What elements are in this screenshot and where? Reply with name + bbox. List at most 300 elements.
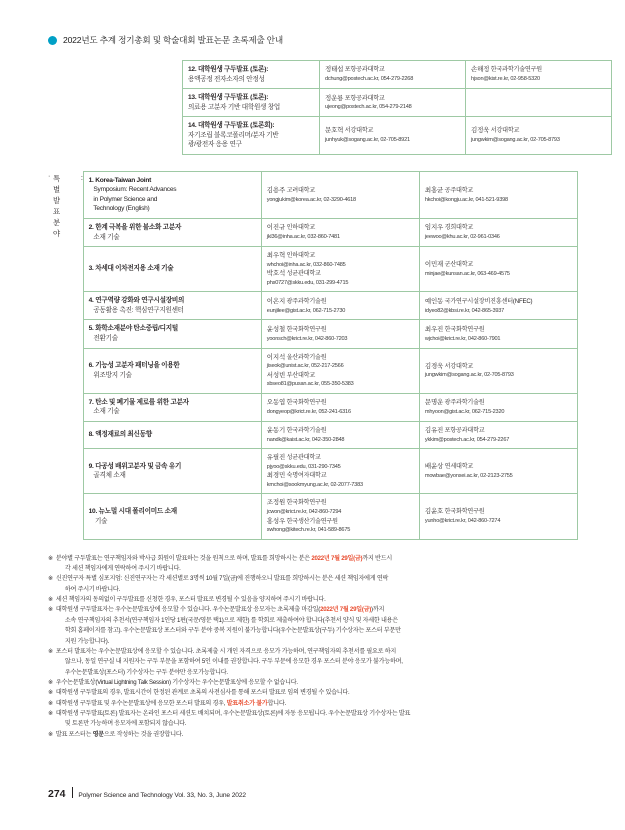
presenter-name: 오동엽 bbox=[266, 399, 286, 407]
note-item bbox=[48, 730, 578, 740]
oral-presenter-cell bbox=[466, 117, 612, 155]
note-highlight: 2022년 7월 29일(금) bbox=[311, 554, 363, 562]
note-span: 발표 포스터는 bbox=[55, 730, 93, 738]
presenter-name-affiliation bbox=[471, 65, 606, 75]
special-label-text: 특별발표분야 bbox=[53, 173, 60, 238]
note-item bbox=[48, 626, 578, 636]
page-footer bbox=[48, 786, 246, 800]
presenter-block bbox=[267, 426, 414, 444]
special-label-colon: : bbox=[80, 172, 83, 182]
note-span: 않으나, 동일 연구실 내 지원자는 구두 부문을 포함하여 5인 이내를 권장합니다. 구두 부문에 응모한 경우 포스터 분야 응모가 불가능하며, bbox=[64, 658, 403, 666]
presenter-name-affiliation bbox=[425, 462, 572, 472]
presenter-name-affiliation bbox=[425, 223, 572, 233]
oral-title-cell bbox=[183, 61, 320, 89]
presenter-name: 김경욱 bbox=[424, 362, 444, 370]
footer-journal-info: Polymer Science and Technology Vol. 33, No. 3, June 2022 bbox=[78, 792, 246, 799]
presenter-name-affiliation bbox=[267, 517, 414, 527]
presenter-block bbox=[325, 65, 460, 83]
special-presenter-cell bbox=[419, 320, 577, 348]
special-presenter-cell bbox=[419, 393, 577, 421]
special-section-label bbox=[48, 171, 83, 540]
note-text bbox=[56, 709, 578, 719]
note-item bbox=[48, 678, 578, 688]
presenter-name: 최우진 bbox=[424, 325, 444, 333]
presenter-block bbox=[425, 260, 572, 278]
presenter-affiliation: 포항공과대학교 bbox=[344, 94, 385, 102]
presenter-name-affiliation bbox=[425, 362, 572, 372]
presenter-name: 임지우 bbox=[424, 224, 444, 232]
presenter-name: 홍성우 bbox=[266, 517, 286, 525]
presenter-contact: nandk@kaist.ac.kr, 042-350-2848 bbox=[266, 436, 345, 443]
presenter-affiliation: 서강대학교 bbox=[344, 127, 374, 135]
note-item bbox=[48, 637, 578, 647]
presenter-name-affiliation bbox=[267, 269, 414, 279]
title-line: 의료용 고분자 기반 대학원생 창업 bbox=[188, 103, 281, 111]
presenter-name: 최홍균 bbox=[424, 186, 444, 194]
title-line: 기술 bbox=[88, 517, 108, 525]
presenter-contact: whchoi@inha.ac.kr, 032-860-7485 bbox=[266, 261, 346, 268]
special-presenter-cell bbox=[261, 494, 419, 539]
presenter-name-affiliation bbox=[267, 353, 414, 363]
presenter-affiliation: 성균관대학교 bbox=[286, 270, 321, 278]
presenter-affiliation: 군산대학교 bbox=[444, 261, 474, 269]
presenter-block bbox=[425, 362, 572, 380]
presenter-name: 이진규 bbox=[266, 224, 286, 232]
presenter-contact: yunho@krict.re.kr, 042-860-7274 bbox=[424, 518, 501, 525]
special-presenter-cell bbox=[261, 421, 419, 448]
footer-divider bbox=[72, 787, 73, 798]
notes-list bbox=[48, 554, 578, 740]
special-title-cell bbox=[83, 421, 261, 448]
title-line: 12. 대학원생 구두발표 (토론): bbox=[188, 66, 269, 73]
page-header-title: 2022년도 추계 정기총회 및 학술대회 발표논문 초록제출 안내 bbox=[63, 35, 283, 45]
presenter-name-affiliation bbox=[425, 426, 572, 436]
table-row bbox=[83, 494, 577, 539]
presenter-affiliation: 포항공과대학교 bbox=[344, 66, 385, 74]
oral-presenter-cell bbox=[320, 117, 466, 155]
presenter-affiliation: 한국화학연구원 bbox=[286, 325, 327, 333]
title-line: 광/광전자 응용 연구 bbox=[188, 141, 242, 149]
special-presenter-cell bbox=[419, 292, 577, 320]
presenter-contact: jcwon@krict.re.kr, 042-860-7294 bbox=[266, 509, 342, 516]
presenter-name: 문명운 bbox=[424, 399, 444, 407]
note-text bbox=[56, 730, 578, 740]
title-line: 10. 뉴노멀 시대 폴리이미드 소재 bbox=[88, 507, 177, 515]
presenter-name: 최우혁 bbox=[266, 252, 286, 260]
note-span: )까지 bbox=[371, 606, 385, 614]
footer-page-number: 274 bbox=[48, 788, 66, 800]
table-row bbox=[83, 320, 577, 348]
presenter-affiliation: 숙명여자대학교 bbox=[286, 472, 327, 480]
presenter-block bbox=[267, 186, 414, 204]
note-marker: ※ bbox=[48, 710, 53, 718]
note-text bbox=[56, 699, 578, 709]
title-line: 소재 기술 bbox=[88, 408, 120, 416]
presenter-affiliation: 울산과학기술원 bbox=[286, 353, 327, 361]
title-line: 8. 액정재료의 최신동향 bbox=[88, 431, 152, 439]
table-row bbox=[83, 393, 577, 421]
title-line: 7. 탄소 및 폐기물 제로를 위한 고분자 bbox=[88, 398, 189, 406]
presenter-block bbox=[267, 371, 414, 389]
presenter-name: 정운룡 bbox=[325, 94, 344, 102]
note-text bbox=[65, 637, 578, 647]
presenter-contact: idyeo82@kbsi.re.kr, 042-865-3937 bbox=[424, 307, 505, 314]
special-title-cell bbox=[83, 219, 261, 247]
presenter-name: 이온지 bbox=[266, 297, 286, 305]
presenter-affiliation: 한국화학연구원 bbox=[444, 325, 485, 333]
note-item bbox=[48, 647, 578, 657]
note-span: 소속 연구책임자의 추천서(연구책임자 1인당 1편(국문/영문 택1)으로 제한) 를 학회로 제출하여야 합니다(추천서 양식 및 자세한 내용은 bbox=[64, 616, 398, 624]
presenter-block bbox=[267, 325, 414, 343]
note-span: 포스터 발표자는 우수논문발표상에 응모할 수 있습니다. 초록제출 시 개인 자격으로 응모가 가능하며, 연구책임자의 추천서를 필요로 하지 bbox=[55, 647, 397, 655]
note-marker: ※ bbox=[48, 575, 53, 583]
presenter-name-affiliation bbox=[425, 297, 572, 307]
title-line: 6. 기능성 고분자 패터닝을 이용한 bbox=[88, 362, 180, 370]
presenter-contact: swhong@kitech.re.kr, 041-589-8675 bbox=[266, 527, 351, 534]
presenter-affiliation: 한국화학연구원 bbox=[444, 508, 485, 516]
presenter-name-affiliation bbox=[325, 126, 460, 136]
note-item-continuation bbox=[48, 585, 578, 595]
presenter-contact: mowbae@yonsei.ac.kr, 02-2123-2755 bbox=[424, 472, 513, 479]
presenter-name-affiliation bbox=[425, 260, 572, 270]
presenter-contact: ykkim@postech.ac.kr, 054-279-2267 bbox=[424, 436, 510, 443]
special-presenter-cell bbox=[419, 348, 577, 393]
title-line: 위조방지 기술 bbox=[88, 371, 132, 379]
presenter-contact: wjchoi@krict.re.kr, 042-860-7901 bbox=[424, 335, 501, 342]
presenter-contact: ujeong@postech.ac.kr, 054-279-2148 bbox=[325, 104, 412, 111]
presenter-name-affiliation bbox=[267, 223, 414, 233]
special-presenter-cell bbox=[261, 247, 419, 292]
presenter-block bbox=[425, 507, 572, 525]
presenter-name: 박호석 bbox=[266, 270, 286, 278]
presenter-block bbox=[267, 353, 414, 371]
presenter-contact: hjson@kist.re.kr, 02-958-5320 bbox=[471, 76, 540, 83]
note-item bbox=[48, 616, 578, 626]
presenter-affiliation: 서강대학교 bbox=[490, 127, 520, 135]
presenter-affiliation: 한국화학연구원 bbox=[286, 499, 327, 507]
special-presenter-cell bbox=[419, 247, 577, 292]
special-title-cell bbox=[83, 348, 261, 393]
presenter-name-affiliation bbox=[425, 325, 572, 335]
presenter-block bbox=[267, 517, 414, 535]
note-item bbox=[48, 554, 578, 564]
presenter-name-affiliation bbox=[267, 471, 414, 481]
presenter-contact: jeewoo@khu.ac.kr, 02-961-0346 bbox=[424, 234, 500, 241]
presenter-name: 김유진 bbox=[424, 426, 444, 434]
oral-presenter-cell bbox=[320, 61, 466, 89]
presenter-contact: dchung@postech.ac.kr, 054-279-2268 bbox=[325, 76, 414, 83]
note-marker: ※ bbox=[48, 699, 53, 707]
note-span: 대학원생 구두발표(토론) 발표자는 온라인 포스터 세션도 배치되며, 우수논문발표상(토론)에 자동 응모됩니다. 우수논문발표상 기수상자는 발표 bbox=[55, 710, 411, 718]
presenter-name: 손해정 bbox=[471, 66, 490, 74]
presenter-block bbox=[267, 471, 414, 489]
presenter-block bbox=[325, 94, 460, 112]
top-table-body bbox=[183, 61, 612, 155]
title-line: 1. Korea-Taiwan Joint bbox=[88, 176, 152, 184]
note-span: 우수논문발표상(포스터) 기수상자는 구두 분야만 응모가능합니다. bbox=[64, 668, 228, 676]
presenter-contact: dongyeop@krict.re.kr, 052-241-6316 bbox=[266, 409, 351, 416]
note-text bbox=[56, 574, 578, 584]
special-title-cell bbox=[83, 393, 261, 421]
table-row bbox=[83, 449, 577, 494]
special-label-bullet: · bbox=[48, 172, 51, 180]
note-span: 지원 가능합니다). bbox=[64, 637, 109, 645]
note-item bbox=[48, 574, 578, 584]
title-line: 골격체 소재 bbox=[88, 472, 126, 480]
note-item bbox=[48, 688, 578, 698]
presenter-block bbox=[267, 297, 414, 315]
special-presenter-cell bbox=[261, 449, 419, 494]
presenter-contact: jkl36@inha.ac.kr, 032-860-7481 bbox=[266, 234, 340, 241]
oral-title-cell bbox=[183, 89, 320, 117]
presenter-contact: pjyoo@skku.edu, 031-290-7345 bbox=[266, 463, 341, 470]
table-row bbox=[83, 219, 577, 247]
presenter-contact: jiseok@unist.ac.kr, 052-217-2566 bbox=[266, 363, 344, 370]
presenter-name: 윤동기 bbox=[266, 426, 286, 434]
title-line: 14. 대학원생 구두발표 (토론회): bbox=[188, 122, 275, 130]
presenter-block bbox=[425, 297, 572, 315]
presenter-affiliation: 한국과학기술연구원 bbox=[490, 66, 542, 74]
table-row bbox=[83, 247, 577, 292]
presenter-contact: phs0727@skku.edu, 031-299-4715 bbox=[266, 280, 349, 286]
title-line: 13. 대학원생 구두발표 (토론): bbox=[188, 94, 269, 102]
presenter-contact: hkchoi@kongju.ac.kr, 041-521-9398 bbox=[424, 196, 508, 203]
note-span: 으로 작성하는 것을 권장합니다. bbox=[103, 730, 183, 738]
presenter-block bbox=[425, 223, 572, 241]
bullet-icon bbox=[48, 36, 57, 45]
note-marker: ※ bbox=[48, 689, 53, 697]
note-item bbox=[48, 668, 578, 678]
presenter-contact: junhyuk@sogang.ac.kr, 02-705-8921 bbox=[325, 137, 410, 144]
presenter-contact: mhyoon@gist.ac.kr, 062-715-2320 bbox=[424, 409, 505, 416]
presenter-name: 배윤상 bbox=[424, 463, 444, 471]
note-highlight: 발표취소가 불가 bbox=[226, 699, 268, 707]
note-text bbox=[56, 554, 578, 564]
presenter-affiliation: 성균관대학교 bbox=[286, 454, 321, 462]
special-title-cell bbox=[83, 449, 261, 494]
title-line: 소재 기술 bbox=[88, 233, 120, 241]
presenter-contact: eunjilee@gist.ac.kr, 062-715-2730 bbox=[266, 307, 346, 314]
presenter-name: 서성빈 bbox=[266, 371, 286, 379]
note-text bbox=[56, 595, 578, 605]
presenter-affiliation: 한국화학연구원 bbox=[286, 399, 327, 407]
presenter-block bbox=[267, 498, 414, 516]
note-span: 우수논문발표상(Virtual Lightning Talk Session) 기수상자는 우수논문발표상에 응모할 수 없습니다. bbox=[55, 678, 298, 686]
presenter-affiliation: 한국과학기술원 bbox=[286, 426, 327, 434]
presenter-contact: minjae@kunsan.ac.kr, 063-469-4575 bbox=[424, 270, 510, 277]
presenter-name: 김정욱 bbox=[471, 127, 490, 135]
note-span: 학회 홈페이지를 참고). 우수논문발표상 포스터와 구두 분야 중복 지원이 불가능합니다(우수논문발표상(구두) 기수상자는 포스터 부문만 bbox=[64, 627, 401, 635]
note-text bbox=[56, 678, 578, 688]
presenter-affiliation: 국가연구시설장비진흥센터(NFEC) bbox=[444, 297, 533, 305]
note-text bbox=[56, 647, 578, 657]
note-text bbox=[65, 657, 578, 667]
presenter-name: 예인동 bbox=[424, 297, 444, 305]
presenter-contact: sbseo81@pusan.ac.kr, 055-350-5383 bbox=[266, 381, 354, 388]
note-span: 대학원생 구두발표의 경우, 발표시간이 한정된 관계로 초록의 사전심사를 통해 포스터 발표로 임의 변경될 수 있습니다. bbox=[55, 689, 350, 697]
table-row bbox=[183, 61, 612, 89]
table-row bbox=[83, 421, 577, 448]
presenter-name: 조정원 bbox=[266, 499, 286, 507]
note-item bbox=[48, 699, 578, 709]
presenter-affiliation: 경희대학교 bbox=[444, 224, 474, 232]
title-line: in Polymer Science and bbox=[88, 195, 158, 203]
note-span: 세션 책임자의 동의없이 구두발표를 신청한 경우, 포스터 발표로 변경될 수 있음을 양지하여 주시기 바랍니다. bbox=[55, 596, 326, 604]
special-presenter-cell bbox=[261, 171, 419, 218]
oral-presenter-cell bbox=[466, 89, 612, 117]
presenter-affiliation: 인하대학교 bbox=[286, 252, 316, 260]
special-title-cell bbox=[83, 494, 261, 539]
presenter-name-affiliation bbox=[267, 186, 414, 196]
presenter-contact: kmchoi@sookmyung.ac.kr, 02-2077-7383 bbox=[266, 481, 363, 488]
title-line: 공동활용 촉진: 핵심연구지원센터 bbox=[88, 306, 184, 314]
presenter-name-affiliation bbox=[267, 498, 414, 508]
presenter-contact: jungwkim@sogang.ac.kr, 02-705-8793 bbox=[424, 372, 514, 379]
presenter-name-affiliation bbox=[267, 297, 414, 307]
presenter-name-affiliation bbox=[267, 398, 414, 408]
note-span: 영문 bbox=[92, 730, 104, 738]
presenter-contact: jungwkim@sogang.ac.kr, 02-705-8793 bbox=[471, 137, 560, 144]
presenter-name: 이지석 bbox=[266, 353, 286, 361]
note-item-continuation bbox=[48, 564, 578, 574]
title-line: 9. 다공성 배위고분자 및 금속 유기 bbox=[88, 462, 182, 470]
presenter-name-affiliation bbox=[267, 325, 414, 335]
presenter-name-affiliation bbox=[267, 251, 414, 261]
bottom-margin bbox=[0, 816, 625, 830]
presenter-name: 최경민 bbox=[266, 472, 286, 480]
special-table-body bbox=[80, 171, 577, 539]
presenter-block bbox=[471, 126, 606, 144]
special-presenter-cell bbox=[419, 171, 577, 218]
presenter-name: 김용주 bbox=[266, 186, 286, 194]
presenter-name: 윤성철 bbox=[266, 325, 286, 333]
special-title-cell bbox=[83, 292, 261, 320]
presenter-name: 유필진 bbox=[266, 454, 286, 462]
presenter-name-affiliation bbox=[425, 507, 572, 517]
oral-title-cell bbox=[183, 117, 320, 155]
table-row bbox=[183, 117, 612, 155]
presenter-name-affiliation bbox=[325, 94, 460, 104]
special-title-cell bbox=[83, 171, 261, 218]
title-line: 자기조립 블록코폴리머/분자 기반 bbox=[188, 131, 279, 139]
note-text bbox=[65, 626, 578, 636]
special-presenter-cell bbox=[261, 393, 419, 421]
presenter-affiliation: 포항공과대학교 bbox=[444, 426, 485, 434]
presenter-name-affiliation bbox=[471, 126, 606, 136]
presenter-block bbox=[425, 426, 572, 444]
special-title-cell bbox=[83, 247, 261, 292]
title-line: Technology (English) bbox=[88, 205, 150, 213]
special-presenter-cell bbox=[261, 320, 419, 348]
presenter-affiliation: 인하대학교 bbox=[286, 224, 316, 232]
special-presenter-cell bbox=[261, 219, 419, 247]
note-text bbox=[65, 668, 578, 678]
presenter-affiliation: 공주대학교 bbox=[444, 186, 474, 194]
presenter-name: 김윤호 bbox=[424, 508, 444, 516]
presenter-affiliation: 고려대학교 bbox=[286, 186, 316, 194]
note-text bbox=[56, 605, 578, 615]
note-item bbox=[48, 719, 578, 729]
presenter-name-affiliation bbox=[267, 453, 414, 463]
special-presenter-cell bbox=[419, 219, 577, 247]
note-text bbox=[56, 688, 578, 698]
presenter-contact: yongjukim@korea.ac.kr, 02-3290-4618 bbox=[266, 196, 356, 203]
note-text bbox=[65, 719, 578, 729]
presenter-name-affiliation bbox=[267, 426, 414, 436]
presenter-block bbox=[267, 453, 414, 471]
note-text: 하여 주시기 바랍니다. bbox=[64, 585, 120, 593]
note-span: 대학원생 구두발표 및 우수논문발표상에 응모한 포스터 발표의 경우, bbox=[55, 699, 227, 707]
table-row bbox=[183, 89, 612, 117]
presenter-affiliation: 한국생산기술연구원 bbox=[286, 517, 338, 525]
page-header bbox=[0, 0, 625, 46]
title-line: 5. 화학소재분야 탄소중립/디지털 bbox=[88, 325, 178, 333]
special-title-cell bbox=[83, 320, 261, 348]
oral-presenter-cell bbox=[466, 61, 612, 89]
presenter-name-affiliation bbox=[325, 65, 460, 75]
note-item bbox=[48, 595, 578, 605]
special-presenter-cell bbox=[419, 449, 577, 494]
presenter-block bbox=[267, 251, 414, 269]
note-marker: ※ bbox=[48, 554, 53, 562]
presenter-affiliation: 광주과학기술원 bbox=[444, 399, 485, 407]
special-presenter-cell bbox=[419, 421, 577, 448]
note-span: 까지 반드시 bbox=[362, 554, 392, 562]
presenter-name: 정태섭 bbox=[325, 66, 344, 74]
oral-presenter-cell bbox=[320, 89, 466, 117]
presenter-block bbox=[425, 186, 572, 204]
special-presentation-section bbox=[48, 171, 578, 540]
special-presenter-cell bbox=[261, 348, 419, 393]
note-marker: ※ bbox=[48, 678, 53, 686]
presenter-affiliation: 광주과학기술원 bbox=[286, 297, 327, 305]
note-span: 합니다. bbox=[267, 699, 286, 707]
presenter-block bbox=[425, 462, 572, 480]
presenter-block bbox=[425, 325, 572, 343]
table-row bbox=[83, 292, 577, 320]
note-span: 분야별 구두발표는 연구책임자와 박사급 회원이 발표하는 것을 원칙으로 하며, 발표를 희망하시는 분은 bbox=[55, 554, 312, 562]
note-item bbox=[48, 605, 578, 615]
special-presenter-cell bbox=[419, 494, 577, 539]
table-row bbox=[83, 348, 577, 393]
presenter-name: 이민재 bbox=[424, 261, 444, 269]
title-line: 4. 연구역량 강화와 연구시설장비의 bbox=[88, 297, 185, 305]
note-span: 신진연구자 특별 심포지엄: 신진연구자는 각 세션별로 3명씩 10월 7일(금)에 진행하오니 발표를 희망하시는 분은 세션 책임자에게 연락 bbox=[55, 575, 389, 583]
presenter-affiliation: 부산대학교 bbox=[286, 371, 316, 379]
presenter-name-affiliation bbox=[425, 186, 572, 196]
presenter-name-affiliation bbox=[425, 398, 572, 408]
note-highlight: 2022년 7월 29일(금) bbox=[320, 606, 372, 614]
presenter-affiliation: 서강대학교 bbox=[444, 362, 474, 370]
title-line: 전환기술 bbox=[88, 335, 118, 343]
note-marker: ※ bbox=[48, 596, 53, 604]
presenter-block bbox=[471, 65, 606, 83]
presenter-block bbox=[267, 398, 414, 416]
title-line: Symposium: Recent Advances bbox=[88, 186, 177, 194]
title-line: 3. 차세대 이차전지용 소재 기술 bbox=[88, 265, 174, 273]
note-marker: ※ bbox=[48, 730, 53, 738]
presenter-contact: yoonsch@krict.re.kr, 042-860-7203 bbox=[266, 335, 348, 342]
note-span: 대학원생 구두발표자는 우수논문발표상에 응모할 수 있습니다. 우수논문발표상 응모자는 초록제출 마감일( bbox=[55, 606, 321, 614]
note-item bbox=[48, 709, 578, 719]
title-line: 2. 한계 극복을 위한 불소화 고분자 bbox=[88, 224, 182, 232]
note-text: 각 세션 책임자에게 연락하여 주시기 바랍니다. bbox=[64, 565, 181, 573]
note-marker: ※ bbox=[48, 647, 53, 655]
table-row bbox=[83, 171, 577, 218]
special-presenter-cell bbox=[261, 292, 419, 320]
presenter-name: 문호혁 bbox=[325, 127, 344, 135]
note-text bbox=[65, 616, 578, 626]
